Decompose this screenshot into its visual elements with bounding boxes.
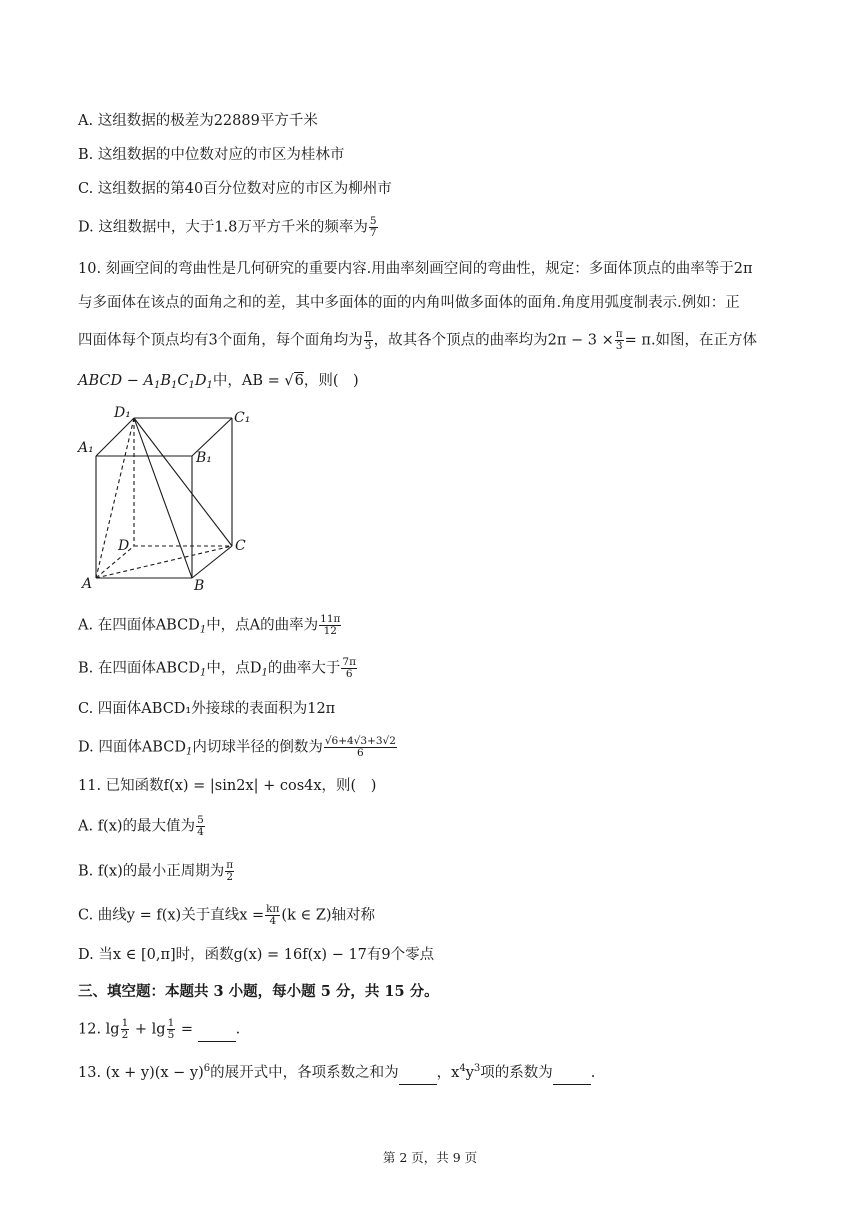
subscript: 1 [199, 624, 207, 636]
q10-text: 中，AB = [212, 373, 285, 389]
q9-option-c: C. 这组数据的第40百分位数对应的市区为柳州市 [78, 181, 392, 197]
option-text: A. f(x)的最大值为 [78, 818, 196, 835]
numerator: 5 [197, 814, 204, 826]
q13-text: ，x [436, 1065, 460, 1081]
option-text: 的曲率大于 [267, 660, 341, 677]
option-text: A. 在四面体ABCD [78, 617, 200, 634]
q10-option-d [78, 736, 398, 764]
label-d: D [118, 538, 130, 554]
q10-option-b [78, 657, 358, 685]
page-footer: 第 2 页，共 9 页 [382, 1150, 478, 1165]
math-text: ABCD − A [78, 373, 154, 389]
numerator: 11π [320, 613, 341, 625]
q10-stem-line3 [78, 329, 757, 352]
answer-blank [553, 1062, 591, 1085]
fraction [167, 1018, 176, 1041]
fraction [324, 736, 397, 759]
subscript: 1 [153, 380, 161, 391]
subscript: 1 [171, 380, 178, 391]
subscript: 1 [206, 380, 213, 391]
fraction [225, 860, 234, 883]
denominator: 7 [369, 227, 377, 239]
option-text: 中，点A的曲率为 [206, 617, 319, 634]
denominator: 6 [345, 668, 353, 680]
fraction [615, 329, 624, 352]
label-a: A [82, 576, 93, 592]
q10-option-a [78, 614, 342, 642]
q10-text: ，则( ) [303, 373, 359, 389]
q10-stem-line4: ABCD − $A_1B_1C_1D_1$中，AB = √6，则( ) [78, 373, 359, 391]
denominator: 3 [364, 340, 372, 352]
denominator: 5 [167, 1029, 175, 1041]
fraction [196, 815, 205, 838]
option-text: D. 四面体ABCD [78, 739, 186, 756]
denominator: 2 [121, 1029, 129, 1041]
option-text: C. 曲线y = f(x)关于直线x = [78, 907, 265, 924]
section-heading: 三、填空题：本题共 3 小题，每小题 5 分，共 15 分。 [78, 983, 439, 1000]
numerator: 7π [342, 656, 356, 668]
denominator: 4 [197, 826, 204, 838]
q11-option-d: D. 当x ∈ [0,π]时，函数g(x) = 16f(x) − 17有9个零点 [78, 947, 435, 963]
cube-figure [72, 400, 262, 595]
denominator: 6 [357, 747, 364, 759]
numerator: π [226, 859, 234, 871]
q13-text: 的展开式中，各项系数之和为 [210, 1065, 399, 1081]
numerator: π [615, 328, 623, 340]
label-d1: D₁ [114, 405, 131, 421]
q13-text: . [590, 1065, 596, 1081]
denominator: 4 [269, 915, 277, 927]
answer-blank [399, 1062, 437, 1085]
numerator: 1 [167, 1017, 175, 1029]
fraction [265, 904, 280, 927]
option-text: (k ∈ Z)轴对称 [281, 907, 376, 924]
q10-stem-line2: 与多面体在该点的面角之和的差，其中多面体的面的内角叫做多面体的面角.角度用弧度制表示.例如：正 [78, 295, 740, 311]
superscript: 6 [203, 1063, 211, 1074]
subscript: 1 [188, 380, 195, 391]
subscript: 1 [200, 667, 207, 679]
q13-stem [78, 1058, 595, 1085]
option-text: B. 在四面体ABCD [78, 660, 200, 677]
numerator: 5 [369, 215, 377, 227]
label-c: C [235, 538, 246, 554]
q10-text: 四面体每个顶点均有3个面角，每个面角均为 [78, 332, 363, 349]
q12-text: 12. lg [78, 1021, 120, 1038]
q13-text: y [465, 1065, 474, 1081]
denominator: 12 [323, 625, 337, 637]
q11-option-b [78, 860, 235, 883]
numerator: √6+4√3+3√2 [324, 735, 396, 747]
q9-option-b: B. 这组数据的中位数对应的市区为桂林市 [78, 147, 345, 163]
q10-text: ，故其各个顶点的曲率均为2π − 3 × [373, 332, 614, 349]
q13-text: 13. (x + y)(x − y) [78, 1065, 204, 1081]
option-text: B. f(x)的最小正周期为 [78, 863, 225, 880]
option-text: 中，点D [206, 660, 262, 677]
fraction [319, 614, 341, 637]
numerator: π [364, 328, 372, 340]
fraction [364, 329, 373, 352]
q10-option-c: C. 四面体ABCD₁外接球的表面积为12π [78, 701, 336, 717]
q12-text: + lg [130, 1021, 166, 1038]
superscript: 4 [459, 1063, 466, 1074]
q12-stem [78, 1018, 240, 1042]
label-b1: B₁ [196, 450, 212, 466]
q12-text: . [235, 1021, 241, 1038]
q12-text: = [176, 1021, 198, 1038]
label-a1: A₁ [78, 440, 94, 456]
fraction [369, 216, 378, 239]
q13-text: 项的系数为 [480, 1065, 553, 1081]
subscript: 1 [185, 746, 193, 758]
q10-text: = π.如图，在正方体 [624, 332, 758, 349]
answer-blank [198, 1019, 236, 1042]
numerator: 1 [121, 1017, 129, 1029]
fraction [121, 1018, 130, 1041]
numerator: kπ [266, 903, 280, 915]
q10-stem-line1: 10. 刻画空间的弯曲性是几何研究的重要内容.用曲率刻画空间的弯曲性，规定：多面体顶点的曲率等于2π [78, 261, 753, 277]
label-b: B [194, 578, 205, 594]
superscript: 3 [473, 1063, 481, 1074]
denominator: 3 [615, 340, 623, 352]
sqrt-value: 6 [294, 373, 304, 389]
fraction [341, 657, 357, 680]
q9-option-a: A. 这组数据的极差为22889平方千米 [78, 113, 318, 129]
q11-option-c [78, 904, 375, 927]
q11-option-a [78, 815, 206, 838]
label-c1: C₁ [234, 410, 251, 426]
option-text: 内切球半径的倒数为 [192, 739, 323, 756]
q9-option-d [78, 216, 379, 239]
denominator: 2 [226, 871, 234, 883]
subscript: 1 [261, 667, 268, 679]
q11-stem: 11. 已知函数f(x) = |sin2x| + cos4x，则( ) [78, 778, 377, 794]
q9-option-d-text: D. 这组数据中，大于1.8万平方千米的频率为 [78, 219, 368, 236]
